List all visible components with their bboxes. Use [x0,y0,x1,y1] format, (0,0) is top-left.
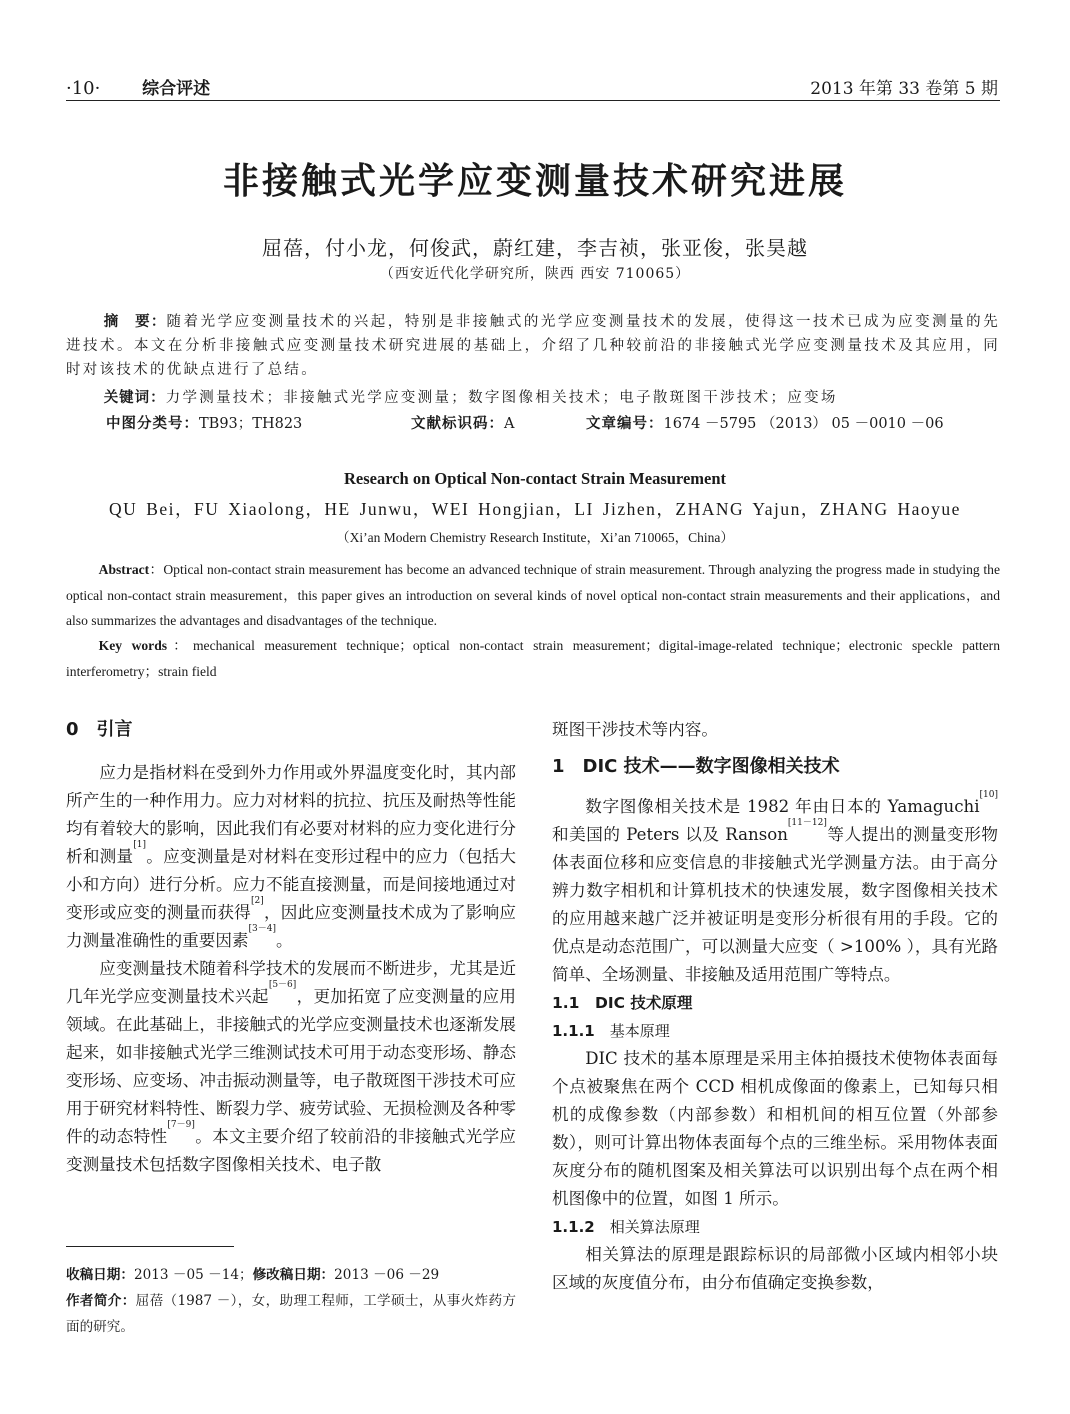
footnote-dates [66,1262,516,1288]
paper-title: 非接触式光学应变测量技术研究进展 [222,161,847,202]
dic-intro-paragraph [552,790,998,989]
citation: [5－6] [268,980,297,990]
citation: [11－12] [787,818,827,828]
keywords-cn-label: 关键词： [103,390,166,406]
keywords-cn [66,386,1000,410]
left-column [66,716,516,1179]
received-date: 2013 －05 －14； [133,1267,253,1283]
footnote-bio [66,1288,516,1340]
author-list: 屈蓓，付小龙，何俊武，蔚红建，李吉祯，张亚俊，张昊越 [262,236,808,260]
affiliation: （西安近代化学研究所，陕西 西安 710065） [379,266,691,282]
subsection-1-1-1-number: 1.1.1 [552,1022,595,1040]
footnote-rule [66,1246,234,1247]
correlation-algorithm-paragraph: 相关算法的原理是跟踪标识的局部微小区域内相邻小块区域的灰度值分布，由分布值确定变换参数， [552,1245,998,1292]
article-no-label: 文章编号： [586,416,664,432]
author-bio-label: 作者简介： [66,1293,136,1309]
citation: [10] [979,790,998,800]
english-keywords-text: ：mechanical measurement technique；optical non-contact strain measurement；digital-image-related technique；electronic speckle pattern interferometry；strain field [66,638,1000,679]
english-abstract-label: Abstract [98,562,150,577]
subsection-1-1-2-number: 1.1.2 [552,1218,595,1236]
dic-p1-text-b: 和美国的 Peters 以及 Ranson [552,825,788,844]
intro-p1-text-d: 。 [276,931,293,950]
english-abstract [66,557,1000,634]
intro-p1-text-c: ，因此应变测量技术成为了影响应力测量准确性的重要因素 [66,903,517,950]
dic-p1-text-a: 数字图像相关技术是 1982 年由日本的 Yamaguchi [585,797,980,816]
clc-item [106,412,302,433]
intro-continuation: 斑图干涉技术等内容。 [552,720,718,739]
subsection-1-1-1-heading [552,1017,998,1045]
article-no-item [586,412,944,433]
subsection-1-1-2-heading [552,1213,998,1241]
intro-p2-text-b: ，更加拓宽了应变测量的应用领域。在此基础上，非接触式的光学应变测量技术也逐渐发展起来，如非接触式光学三维测试技术可用于动态变形场、静态变形场、应变场、冲击振动测量等，电子散斑图干涉技术可应用于研究材料特性、断裂力学、疲劳试验、无损检测及各种零件的动态特性 [66,987,517,1146]
abstract-cn-text: 随着光学应变测量技术的兴起，特别是非接触式的光学应变测量技术的发展，使得这一技术已成为应变测量的先进技术。本文在分析非接触式应变测量技术研究进展的基础上，介绍了几种较前沿的非接触式光学应变测量技术及其应用，同时对该技术的优缺点进行了总结。 [66,314,1000,378]
citation: [1] [133,840,147,850]
citation: [2] [251,896,264,906]
english-keywords [66,633,1000,684]
intro-p2-text-a: 应变测量技术随着科学技术的发展而不断进步，尤其是近几年光学应变测量技术兴起 [66,959,516,1006]
doc-code-label: 文献标识码： [411,416,504,432]
running-header-left [66,74,210,99]
footnote [66,1262,516,1340]
right-column [552,716,998,1297]
intro-paragraph-1 [66,759,516,955]
revised-date-label: 修改稿日期： [252,1267,335,1283]
keywords-cn-text: 力学测量技术；非接触式光学应变测量；数字图像相关技术；电子散斑图干涉技术；应变场 [165,390,838,406]
english-keywords-label: Key words [98,638,168,653]
doc-code-item [411,412,514,433]
subsection-1-1-1-title: 基本原理 [609,1022,670,1040]
clc-value: TB93；TH823 [199,416,303,432]
intro-p1-text-a: 应力是指材料在受到外力作用或外界温度变化时，其内部所产生的一种作用力。应力对材料的抗拉、抗压及耐热等性能均有着较大的影响，因此我们有必要对材料的应力变化进行分析和测量 [66,763,516,866]
english-abstract-text: ：Optical non-contact strain measurement has become an advanced technique of strain measurement. Through analyzing the progress made in studying the optical non-contact strain measurement，this paper gives an introduction on several kinds of novel optical non-contact strain measurements and their applications，and also summarizes the advantages and disadvantages of the technique. [66,562,1000,628]
citation: [7－9] [167,1120,195,1130]
intro-paragraph-2 [66,955,516,1179]
received-date-label: 收稿日期： [66,1267,134,1283]
basic-principle-paragraph: DIC 技术的基本原理是采用主体拍摄技术使物体表面每个点被聚焦在两个 CCD 相机成像面的像素上，已知每只相机的成像参数（内部参数）和相机间的相互位置（外部参数），则可计算出物体表面每个点的三维坐标。采用物体表面灰度分布的随机图案及相关算法可以识别出每个点在两个相机图像中的位置，如图 1 所示。 [552,1049,998,1208]
section-0-heading: 0 引言 [66,719,133,740]
subsection-1-1-heading: 1.1 DIC 技术原理 [552,994,693,1012]
intro-p2-text-c: 。本文主要介绍了较前沿的非接触式光学应变测量技术包括数字图像相关技术、电子散 [66,1127,517,1174]
section-1-heading: 1 DIC 技术——数字图像相关技术 [552,756,840,777]
section-category: 综合评述 [142,79,211,99]
intro-p1-text-b: 。应变测量是对材料在变形过程中的应力（包括大小和方向）进行分析。应力不能直接测量，而是间接地通过对变形或应变的测量而获得 [66,847,517,922]
revised-date: 2013 －06 －29 [334,1267,440,1283]
page-number: ·10· [66,78,101,99]
abstract-cn-label: 摘 要： [103,314,167,330]
subsection-1-1-2-title: 相关算法原理 [609,1218,700,1236]
article-no-value: 1674 －5795 （2013） 05 －0010 －06 [663,416,944,432]
author-bio: 屈蓓（1987 －），女，助理工程师，工学硕士，从事火炸药方面的研究。 [66,1293,516,1335]
abstract-cn [66,310,1000,382]
header-rule [66,100,1000,101]
citation: [3－4] [248,924,277,934]
dic-p1-text-c: 等人提出的测量变形物体表面位移和应变信息的非接触式光学测量方法。由于高分辨力数字相机和计算机技术的快速发展，数字图像相关技术的应用越来越广泛并被证明是变形分析很有用的手段。它的优点是动态范围广，可以测量大应变（ >100% ），具有光路简单、全场测量、非接触及适用范围广等特点。 [552,825,998,984]
journal-issue: 2013 年第 33 卷第 5 期 [810,79,998,99]
english-title: Research on Optical Non-contact Strain Measurement [343,469,727,488]
english-affiliation: （Xi’an Modern Chemistry Research Institute，Xi’an 710065，China） [336,530,734,545]
clc-label: 中图分类号： [106,416,199,432]
doc-code-value: A [504,416,515,432]
english-authors: QU Bei，FU Xiaolong，HE Junwu，WEI Hongjian，LI Jizhen，ZHANG Yajun，ZHANG Haoyue [109,499,961,519]
